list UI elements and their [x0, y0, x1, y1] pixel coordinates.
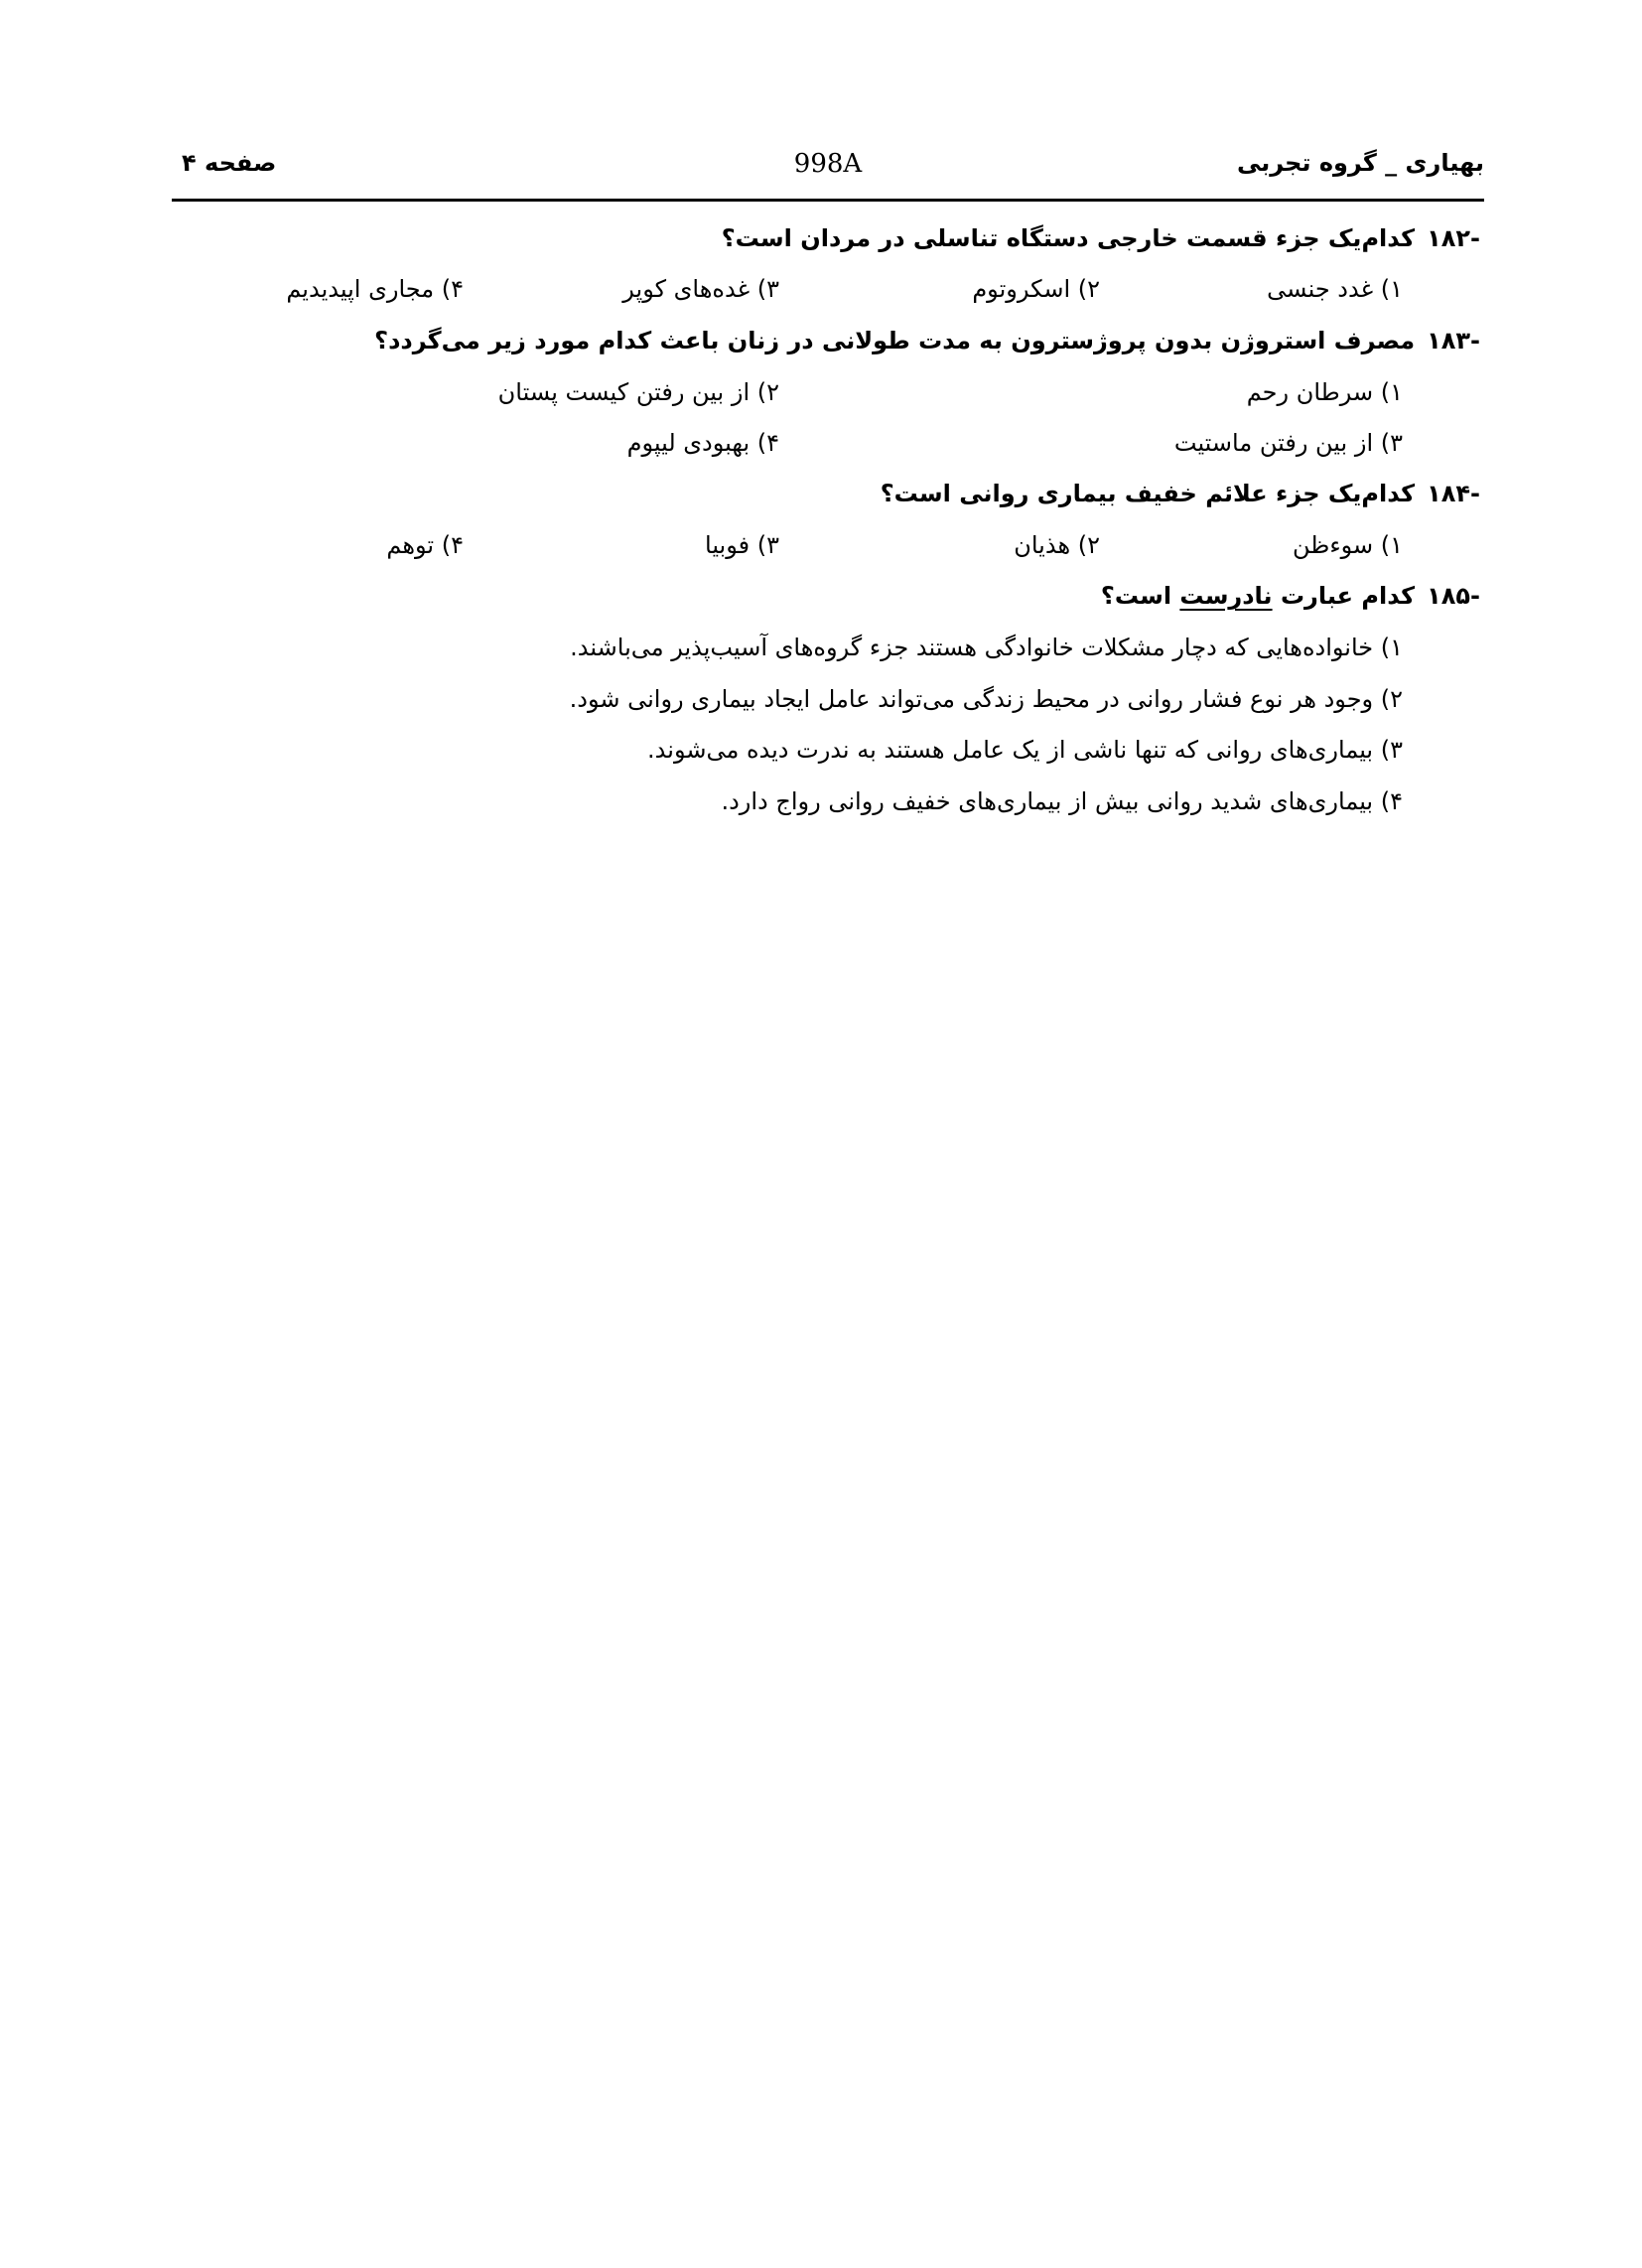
question-text: مصرف استروژن بدون پروژسترون به مدت طولانی در زنان باعث کدام مورد زیر می‌گردد؟ [374, 327, 1416, 354]
option-184-2[interactable]: ۲) هذیان [1014, 531, 1100, 559]
option-182-2[interactable]: ۲) اسکروتوم [972, 275, 1100, 303]
exam-group-title: بهیاری _ گروه تجربی [1236, 149, 1484, 177]
question-text-start: کدام عبارت [1280, 582, 1416, 610]
question-183 [374, 327, 1480, 354]
option-183-3[interactable]: ۳) از بین رفتن ماستیت [1173, 429, 1403, 457]
option-183-2[interactable]: ۲) از بین رفتن کیست پستان [497, 378, 779, 406]
header-divider [172, 199, 1484, 202]
option-185-1[interactable]: ۱) خانواده‌هایی که دچار مشکلات خانوادگی هستند جزء گروه‌های آسیب‌پذیر می‌باشند. [570, 634, 1403, 661]
question-number: -۱۸۵ [1427, 582, 1480, 610]
question-182 [722, 224, 1480, 252]
option-184-4[interactable]: ۴) توهم [386, 531, 464, 559]
booklet-code: 998A [793, 149, 863, 179]
option-185-4[interactable]: ۴) بیماری‌های شدید روانی بیش از بیماری‌های خفیف روانی رواج دارد. [721, 787, 1403, 815]
option-183-1[interactable]: ۱) سرطان رحم [1246, 378, 1403, 406]
question-185 [1101, 582, 1480, 610]
question-text-end: است؟ [1100, 582, 1172, 610]
question-number: -۱۸۳ [1427, 327, 1480, 354]
question-text: کدام‌یک جزء قسمت خارجی دستگاه تناسلی در مردان است؟ [721, 224, 1416, 252]
question-184 [881, 480, 1480, 507]
page-number: صفحه ۴ [182, 149, 277, 177]
page-header [172, 149, 1484, 191]
option-184-1[interactable]: ۱) سوءظن [1292, 531, 1403, 559]
option-185-3[interactable]: ۳) بیماری‌های روانی که تنها ناشی از یک عامل هستند به ندرت دیده می‌شوند. [647, 736, 1403, 764]
question-text: کدام‌یک جزء علائم خفیف بیماری روانی است؟ [880, 480, 1416, 507]
option-185-2[interactable]: ۲) وجود هر نوع فشار روانی در محیط زندگی می‌تواند عامل ایجاد بیماری روانی شود. [569, 685, 1403, 713]
option-182-1[interactable]: ۱) غدد جنسی [1267, 275, 1403, 303]
question-number: -۱۸۲ [1427, 224, 1480, 252]
option-182-3[interactable]: ۳) غده‌های کوپر [622, 275, 779, 303]
question-number: -۱۸۴ [1427, 480, 1480, 507]
option-183-4[interactable]: ۴) بهبودی لیپوم [626, 429, 779, 457]
option-184-3[interactable]: ۳) فوبیا [705, 531, 779, 559]
option-182-4[interactable]: ۴) مجاری اپیدیدیم [286, 275, 464, 303]
question-text-underlined: نادرست [1179, 582, 1273, 610]
